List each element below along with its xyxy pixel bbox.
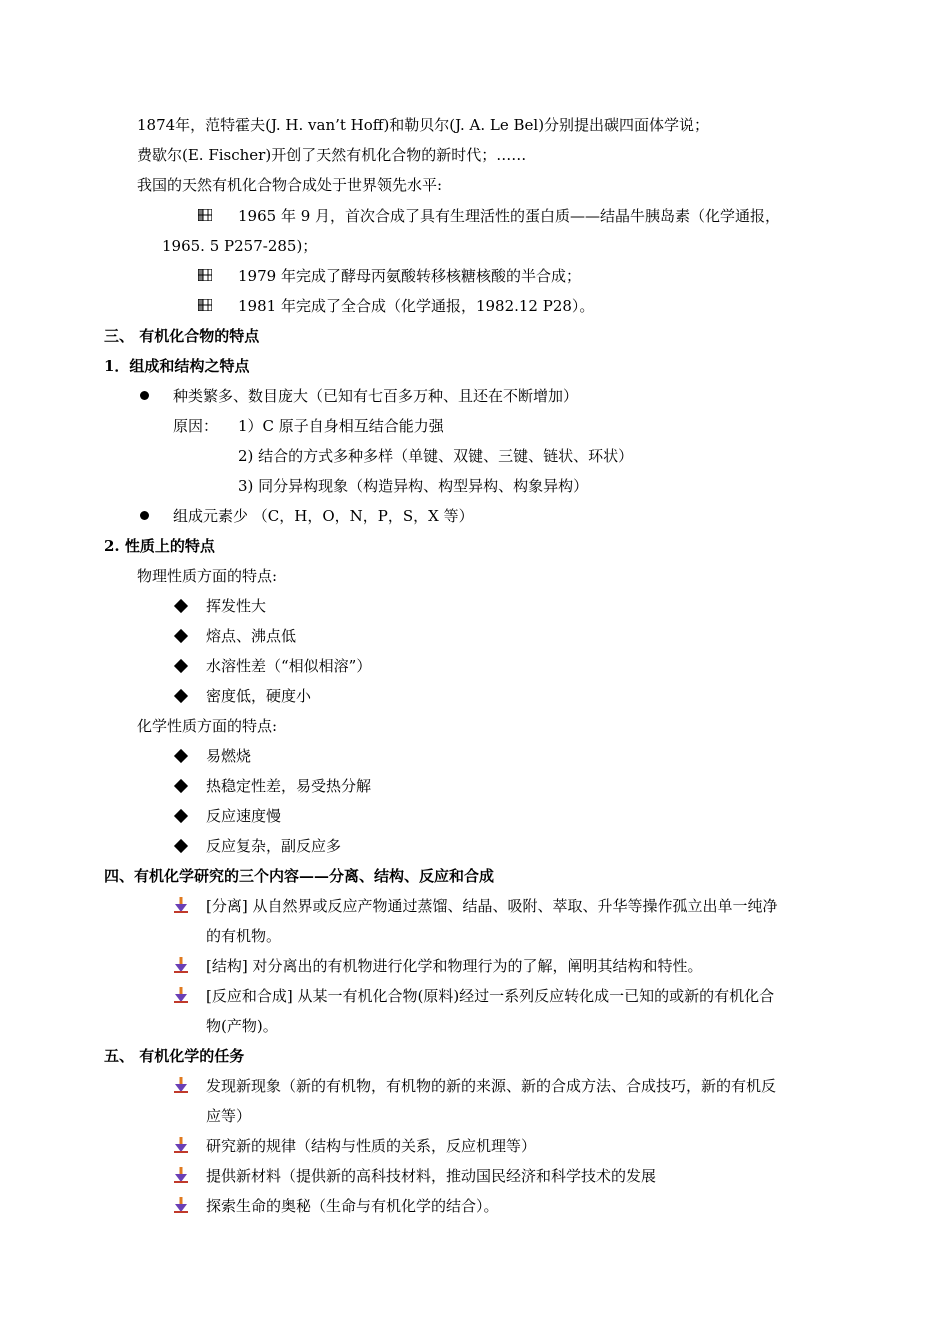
chem-item: 热稳定性差，易受热分解 [206, 777, 372, 795]
history-line-2: 费歇尔(E. Fischer)开创了天然有机化合物的新时代；…… [137, 146, 527, 164]
research-item-synthesis-cont: 物(产物)。 [206, 1017, 278, 1035]
phys-item: 熔点、沸点低 [206, 627, 297, 645]
disc-bullet-icon [140, 391, 149, 400]
diamond-bullet-icon [174, 809, 188, 823]
reason-2: 2) 结合的方式多种多样（单键、双键、三键、链状、环状） [238, 447, 634, 465]
section-3-sub-2: 2. 性质上的特点 [104, 537, 215, 555]
diamond-bullet-icon [174, 629, 188, 643]
history-item-1-cont: 1965. 5 P257-285)； [162, 237, 318, 255]
phys-item: 水溶性差（“相似相溶”） [206, 657, 372, 675]
diamond-bullet-icon [174, 599, 188, 613]
history-item-1: 1965 年 9 月，首次合成了具有生理活性的蛋白质——结晶牛胰岛素（化学通报， [238, 207, 781, 225]
research-item-separation-cont: 的有机物。 [206, 927, 282, 945]
arrow-bullet-icon [174, 957, 188, 973]
chem-label: 化学性质方面的特点: [137, 717, 278, 735]
research-item-synthesis: [反应和合成] 从某一有机化合物(原料)经过一系列反应转化成一已知的或新的有机化合 [206, 987, 775, 1005]
arrow-bullet-icon [174, 1197, 188, 1213]
section-5-heading: 五、 有机化学的任务 [104, 1047, 245, 1065]
disc-bullet-icon [140, 511, 149, 520]
reason-label: 原因： [173, 417, 219, 435]
phys-item: 密度低，硬度小 [206, 687, 312, 705]
task-item: 探索生命的奥秘（生命与有机化学的结合）。 [206, 1197, 499, 1215]
diamond-bullet-icon [174, 749, 188, 763]
diamond-bullet-icon [174, 659, 188, 673]
task-item: 提供新材料（提供新的高科技材料，推动国民经济和科学技术的发展 [206, 1167, 657, 1185]
grid-bullet-icon [198, 269, 212, 281]
chem-item: 反应速度慢 [206, 807, 282, 825]
phys-label: 物理性质方面的特点: [137, 567, 278, 585]
diamond-bullet-icon [174, 839, 188, 853]
research-item-separation: [分离] 从自然界或反应产物通过蒸馏、结晶、吸附、萃取、升华等操作孤立出单一纯净 [206, 897, 778, 915]
section-3-heading: 三、 有机化合物的特点 [104, 327, 260, 345]
history-line-1: 1874年，范特霍夫(J. H. van’t Hoff)和勒贝尔(J. A. Le Bel)分别提出碳四面体学说； [137, 116, 710, 134]
reason-3: 3) 同分异构现象（构造异构、构型异构、构象异构） [238, 477, 589, 495]
arrow-bullet-icon [174, 1137, 188, 1153]
bullet-variety: 种类繁多、数目庞大（已知有七百多万种、且还在不断增加） [173, 387, 579, 405]
diamond-bullet-icon [174, 689, 188, 703]
arrow-bullet-icon [174, 1077, 188, 1093]
grid-bullet-icon [198, 209, 212, 221]
grid-bullet-icon [198, 299, 212, 311]
section-4-heading: 四、有机化学研究的三个内容——分离、结构、反应和合成 [104, 867, 495, 885]
arrow-bullet-icon [174, 897, 188, 913]
history-item-3: 1981 年完成了全合成（化学通报，1982.12 P28）。 [238, 297, 595, 315]
arrow-bullet-icon [174, 1167, 188, 1183]
chem-item: 反应复杂，副反应多 [206, 837, 342, 855]
reason-1: 1）C 原子自身相互结合能力强 [238, 417, 444, 435]
history-line-3: 我国的天然有机化合物合成处于世界领先水平: [137, 176, 443, 194]
task-item-cont: 应等） [206, 1107, 252, 1125]
history-item-2: 1979 年完成了酵母丙氨酸转移核糖核酸的半合成； [238, 267, 581, 285]
research-item-structure: [结构] 对分离出的有机物进行化学和物理行为的了解，阐明其结构和特性。 [206, 957, 703, 975]
chem-item: 易燃烧 [206, 747, 252, 765]
diamond-bullet-icon [174, 779, 188, 793]
task-item: 发现新现象（新的有机物，有机物的新的来源、新的合成方法、合成技巧，新的有机反 [206, 1077, 777, 1095]
phys-item: 挥发性大 [206, 597, 267, 615]
arrow-bullet-icon [174, 987, 188, 1003]
task-item: 研究新的规律（结构与性质的关系，反应机理等） [206, 1137, 537, 1155]
bullet-elements: 组成元素少 （C，H，O，N，P，S，X 等） [173, 507, 474, 525]
section-3-sub-1: 1．组成和结构之特点 [104, 357, 250, 375]
